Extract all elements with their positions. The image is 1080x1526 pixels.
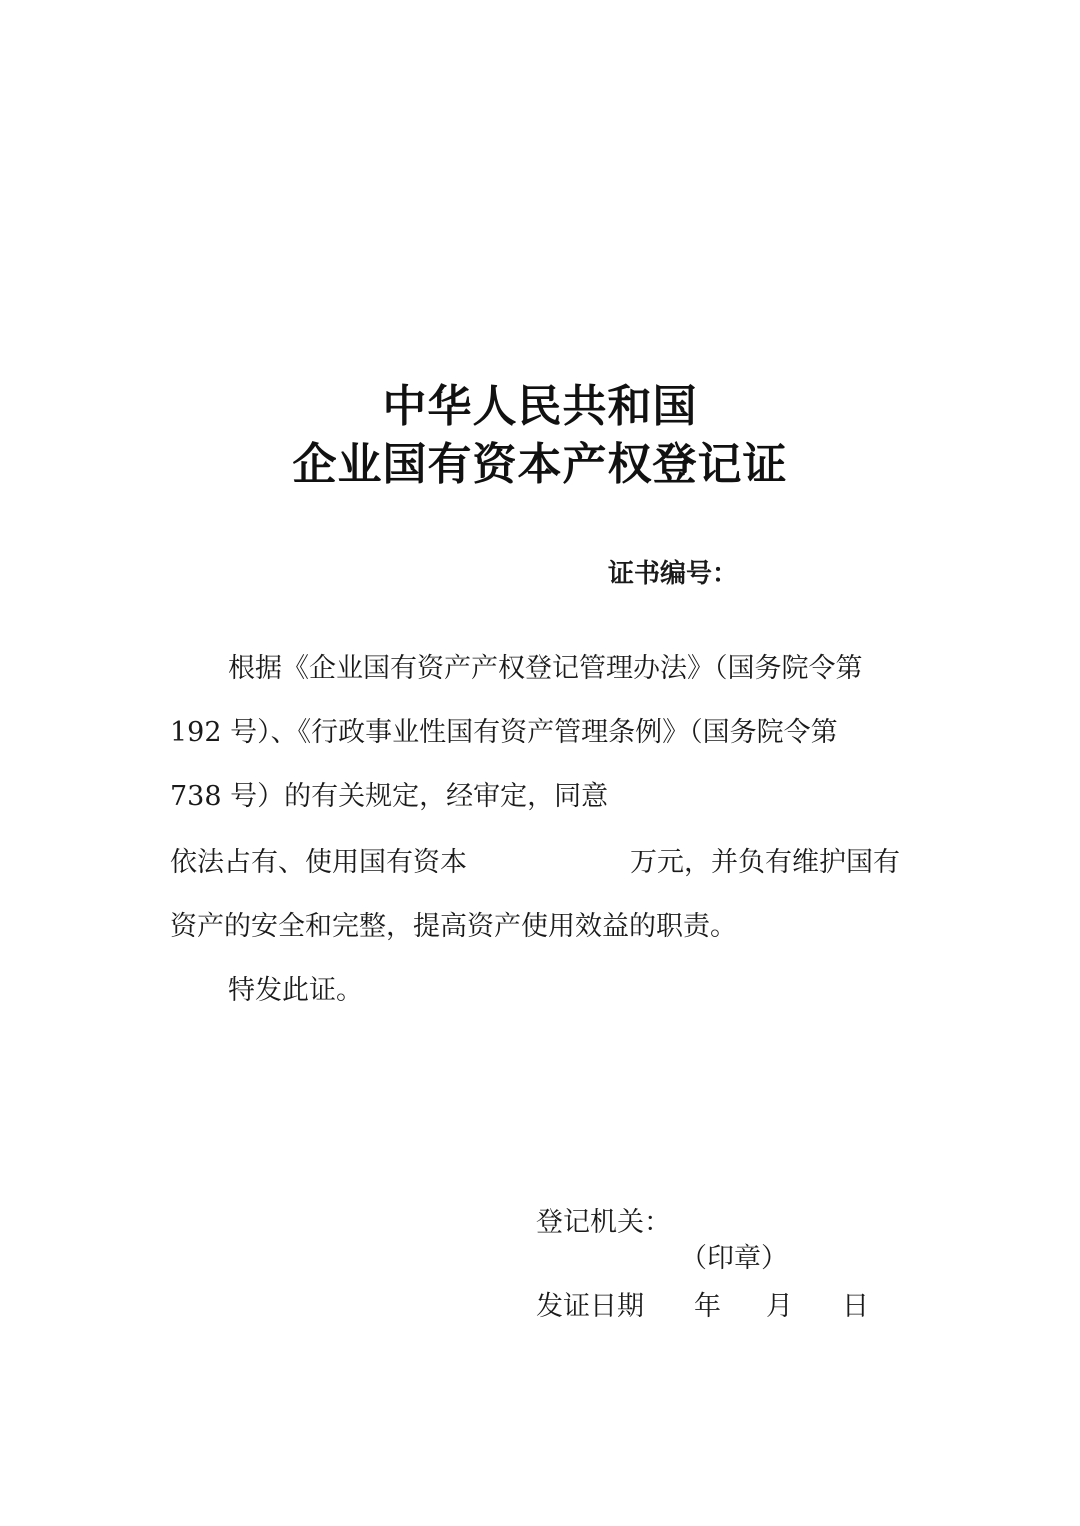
- body-line-4-part-2: 万元，并负有维护国有: [630, 847, 900, 878]
- body-line-4-part-1: 依法占有、使用国有资本: [170, 847, 467, 878]
- body-line-2: 192 号）、《行政事业性国有资产管理条例》（国务院令第: [170, 717, 838, 748]
- seal-label: （印章）: [680, 1243, 788, 1274]
- body-line-6: 特发此证。: [228, 975, 363, 1006]
- title-line-2: 企业国有资本产权登记证: [292, 439, 788, 490]
- registration-authority-label: 登记机关：: [536, 1207, 671, 1238]
- body-line-1: 根据《企业国有资产产权登记管理办法》（国务院令第: [228, 653, 863, 684]
- body-line-5: 资产的安全和完整，提高资产使用效益的职责。: [170, 911, 737, 942]
- issue-year-label: 年: [694, 1291, 721, 1322]
- body-line-3: 738 号）的有关规定，经审定，同意: [170, 781, 609, 812]
- title-line-1: 中华人民共和国: [382, 381, 698, 432]
- issue-month-label: 月: [766, 1291, 793, 1322]
- issue-date-label: 发证日期: [536, 1291, 644, 1322]
- certificate-number-label: 证书编号：: [608, 559, 739, 589]
- issue-day-label: 日: [842, 1291, 869, 1322]
